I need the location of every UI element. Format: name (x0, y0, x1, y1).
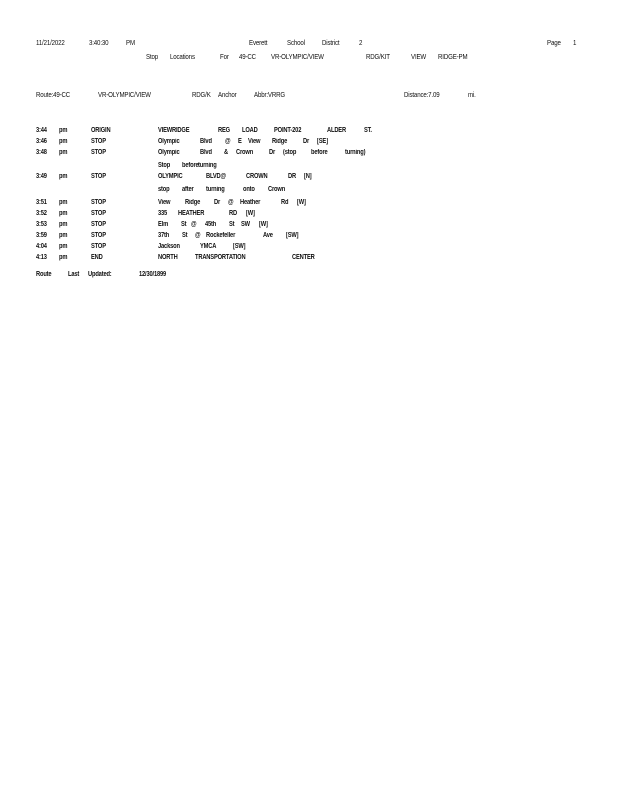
stop-location-word: CENTER (292, 254, 315, 261)
stop-time: 3:59 (36, 232, 47, 239)
stop-location-word: Crown (236, 149, 254, 156)
stop-location-word: Ave (263, 232, 273, 239)
stop-time: 3:44 (36, 127, 47, 134)
route-name: VR-OLYMPIC/VIEW (98, 90, 151, 99)
report-ampm: PM (126, 38, 135, 47)
subtitle-word-locations: Locations (170, 52, 195, 61)
stop-location-word: Jackson (158, 243, 180, 250)
stop-time: 3:51 (36, 199, 47, 206)
stop-time: 4:04 (36, 243, 47, 250)
title-word-district: District (322, 38, 340, 47)
stop-location-word: Ridge (272, 138, 288, 145)
stop-location-word: [SE] (317, 138, 328, 145)
stop-location-word: [SW] (286, 232, 299, 239)
stop-location-word: RD (229, 210, 237, 217)
stop-ampm: pm (59, 138, 68, 145)
stop-type: STOP (91, 138, 106, 145)
route-anchor-label: Anchor (218, 90, 237, 99)
footer-word-last: Last (68, 271, 80, 278)
stop-location-word: Crown (268, 186, 286, 193)
route-anchor-code: RDG/K (192, 90, 211, 99)
route-distance-unit: mi. (468, 90, 476, 99)
stop-ampm: pm (59, 199, 68, 206)
stop-location-word: NORTH (158, 254, 178, 261)
report-time: 3:40:30 (89, 38, 109, 47)
stop-ampm: pm (59, 254, 68, 261)
stop-location-word: turning (206, 186, 225, 193)
stop-ampm: pm (59, 127, 68, 134)
stop-location-word: View (248, 138, 261, 145)
route-abbr: Abbr:VRRG (254, 90, 285, 99)
stop-location-word: before (311, 149, 328, 156)
stop-location-word: OLYMPIC (158, 173, 183, 180)
stop-time: 3:52 (36, 210, 47, 217)
stop-location-word: & (224, 149, 228, 156)
stop-location-word: ST. (364, 127, 372, 134)
stop-location-word: VIEWRIDGE (158, 127, 190, 134)
stop-type: STOP (91, 243, 106, 250)
stop-location-word: TRANSPORTATION (195, 254, 246, 261)
stop-time: 3:46 (36, 138, 47, 145)
stop-location-word: Olympic (158, 138, 180, 145)
stop-type: STOP (91, 210, 106, 217)
stop-ampm: pm (59, 232, 68, 239)
stop-location-word: stop (158, 186, 170, 193)
stop-location-word: @ (225, 138, 231, 145)
stop-location-word: YMCA (200, 243, 217, 250)
subtitle-area-code: RDG/KIT (366, 52, 390, 61)
title-word-everett: Everett (249, 38, 268, 47)
stop-ampm: pm (59, 243, 68, 250)
stop-location-word: [W] (246, 210, 255, 217)
stop-location-word: Dr (214, 199, 221, 206)
stop-location-word: turning (198, 162, 217, 169)
stop-location-word: [SW] (233, 243, 246, 250)
title-district-number: 2 (359, 38, 363, 47)
page-label: Page (547, 38, 561, 47)
stop-location-word: Rockefeller (206, 232, 236, 239)
stop-location-word: HEATHER (178, 210, 205, 217)
stop-location-word: LOAD (242, 127, 258, 134)
stop-type: STOP (91, 173, 106, 180)
stop-location-word: @ (195, 232, 201, 239)
subtitle-route-code: 49-CC (239, 52, 256, 61)
stop-ampm: pm (59, 173, 68, 180)
stop-location-word: Rd (281, 199, 289, 206)
stop-location-word: Dr (303, 138, 310, 145)
subtitle-word-view: VIEW (411, 52, 427, 61)
footer-word-route: Route (36, 271, 52, 278)
subtitle-route-name: VR-OLYMPIC/VIEW (271, 52, 324, 61)
stop-location-word: View (158, 199, 171, 206)
stop-location-word: after (182, 186, 194, 193)
stop-type: STOP (91, 199, 106, 206)
stop-location-word: @ (191, 221, 197, 228)
stop-time: 3:53 (36, 221, 47, 228)
stop-location-word: Stop (158, 162, 171, 169)
stop-location-word: St (182, 232, 188, 239)
stop-location-word: St (181, 221, 187, 228)
stop-location-word: E (238, 138, 242, 145)
stop-time: 3:48 (36, 149, 47, 156)
stop-location-word: Dr (269, 149, 276, 156)
stop-type: STOP (91, 221, 106, 228)
subtitle-word-for: For (220, 52, 229, 61)
stop-location-word: turning) (345, 149, 366, 156)
stop-location-word: Elm (158, 221, 169, 228)
footer-word-updated: Updated: (88, 271, 112, 278)
stop-location-word: POINT-202 (274, 127, 302, 134)
stop-time: 3:49 (36, 173, 47, 180)
stop-location-word: CROWN (246, 173, 268, 180)
page-number: 1 (573, 38, 577, 47)
stop-location-word: [W] (259, 221, 268, 228)
subtitle-word-ridge-pm: RIDGE-PM (438, 52, 468, 61)
stop-location-word: SW (241, 221, 250, 228)
stop-location-word: Ridge (185, 199, 201, 206)
report-date: 11/21/2022 (36, 38, 65, 47)
stop-location-word: 335 (158, 210, 168, 217)
stop-location-word: @ (228, 199, 234, 206)
stop-location-word: before (182, 162, 199, 169)
stop-location-word: DR (288, 173, 296, 180)
stop-type: STOP (91, 149, 106, 156)
stop-ampm: pm (59, 221, 68, 228)
stop-ampm: pm (59, 149, 68, 156)
stop-location-word: [W] (297, 199, 306, 206)
stop-location-word: 45th (205, 221, 217, 228)
stop-location-word: onto (243, 186, 255, 193)
stop-location-word: (stop (283, 149, 297, 156)
stop-ampm: pm (59, 210, 68, 217)
route-distance: Distance:7.09 (404, 90, 440, 99)
stop-location-word: Heather (240, 199, 261, 206)
stop-location-word: REG (218, 127, 230, 134)
stop-location-word: [N] (304, 173, 312, 180)
stop-location-word: St (229, 221, 235, 228)
stop-location-word: Blvd (200, 149, 212, 156)
route-id: Route:49-CC (36, 90, 71, 99)
stop-location-word: BLVD@ (206, 173, 226, 180)
stop-time: 4:13 (36, 254, 47, 261)
stop-location-word: Olympic (158, 149, 180, 156)
stop-location-word: Blvd (200, 138, 212, 145)
stop-type: END (91, 254, 103, 261)
footer-updated-date: 12/30/1899 (139, 271, 167, 278)
stop-location-word: 37th (158, 232, 170, 239)
subtitle-word-stop: Stop (146, 52, 159, 61)
stop-type: ORIGIN (91, 127, 111, 134)
title-word-school: School (287, 38, 305, 47)
stop-location-word: ALDER (327, 127, 346, 134)
stop-type: STOP (91, 232, 106, 239)
